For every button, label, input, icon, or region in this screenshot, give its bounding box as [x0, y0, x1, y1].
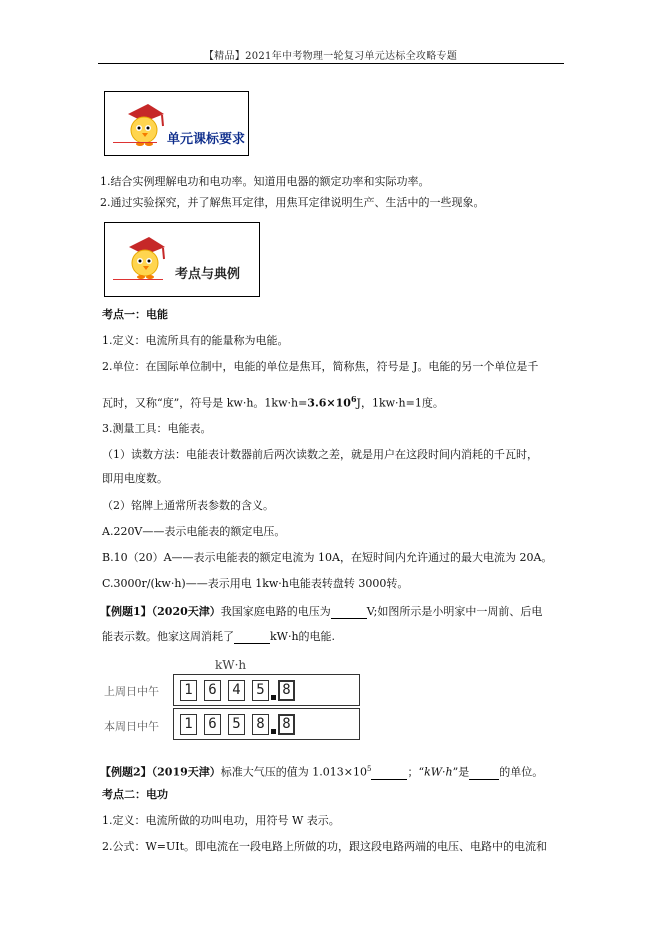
kp1-tool: 3.测量工具：电能表。	[102, 422, 212, 435]
answer-blank	[331, 604, 367, 619]
mascot-icon	[119, 235, 169, 283]
kp1-unit-line-a: 2.单位：在国际单位制中，电能的单位是焦耳，简称焦，符号是 J。电能的另一个单位是千	[102, 360, 539, 373]
meter-digit: 6	[204, 680, 221, 701]
kp2-heading: 考点二：电功	[102, 788, 168, 801]
kp2-formula: 2.公式：W=UIt。即电流在一段电路上所做的功，跟这段电路两端的电压、电路中的电流和	[102, 840, 548, 853]
decimal-point	[271, 729, 276, 734]
kp1-unit-line-b: 瓦时，又称“度”，符号是 kw·h。$1kw\cdot h=3.6\times 10^6J$，1kw·h=1度。	[102, 394, 444, 410]
objective-1: 1.结合实例理解电功和电功率。知道用电器的额定功率和实际功率。	[100, 175, 430, 188]
banner-underline	[113, 279, 163, 280]
kp1-item-b: B.10（20）A——表示电能表的额定电流为 10A，在短时间内允许通过的最大电流为 20A。	[102, 551, 553, 564]
meter-decimal-digit: 8	[278, 714, 295, 735]
meter-digit: 1	[180, 680, 197, 701]
meter-digit: 5	[252, 680, 269, 701]
section-banner-keypoints	[104, 222, 260, 297]
banner-underline	[113, 142, 157, 143]
header-rule	[98, 63, 564, 64]
example-2: 【例题2】（2019天津）标准大气压的值为 $1.013\times 10^5$ ；“kW·h”是 的单位。	[100, 765, 544, 779]
banner-title: 单元课标要求	[167, 132, 246, 147]
kp2-definition: 1.定义：电流所做的功叫电功，用符号 W 表示。	[102, 814, 340, 827]
meter-row-label: 本周日中午	[104, 720, 159, 733]
kp1-heading: 考点一：电能	[102, 308, 168, 321]
kp1-plate: （2）铭牌上通常所表参数的含义。	[102, 499, 274, 512]
meter-digit: 8	[252, 714, 269, 735]
kp1-reading-a: （1）读数方法：电能表计数器前后两次读数之差，就是用户在这段时间内消耗的千瓦时，	[102, 448, 538, 461]
answer-blank	[234, 629, 270, 644]
meter-row-label: 上周日中午	[104, 685, 159, 698]
decimal-point	[271, 695, 276, 700]
meter-row-after	[173, 708, 360, 740]
answer-blank	[371, 765, 407, 780]
meter-decimal-digit: 8	[278, 680, 295, 701]
example-1-line-a: 【例题1】（2020天津）我国家庭电路的电压为 V;如图所示是小明家中一周前、后电	[100, 605, 543, 618]
meter-digit: 1	[180, 714, 197, 735]
page-header: 【精品】2021年中考物理一轮复习单元达标全攻略专题	[203, 51, 458, 62]
meter-digit: 4	[228, 680, 245, 701]
answer-blank	[469, 765, 499, 780]
banner-title: 考点与典例	[175, 267, 241, 282]
objective-2: 2.通过实验探究，并了解焦耳定律，用焦耳定律说明生产、生活中的一些现象。	[100, 196, 485, 209]
kp1-reading-b: 即用电度数。	[102, 472, 168, 485]
meter-digit: 6	[204, 714, 221, 735]
meter-unit-label: kW·h	[215, 658, 247, 672]
meter-digit: 5	[228, 714, 245, 735]
section-banner-requirements	[104, 91, 249, 156]
kp1-item-a: A.220V——表示电能表的额定电压。	[102, 525, 286, 538]
kp1-item-c: C.3000r/(kw·h)——表示用电 1kw·h电能表转盘转 3000转。	[102, 577, 409, 590]
kp1-definition: 1.定义：电流所具有的能量称为电能。	[102, 334, 289, 347]
meter-row-before	[173, 674, 360, 706]
example-1-line-b: 能表示数。他家这周消耗了 kW·h的电能.	[102, 630, 336, 643]
